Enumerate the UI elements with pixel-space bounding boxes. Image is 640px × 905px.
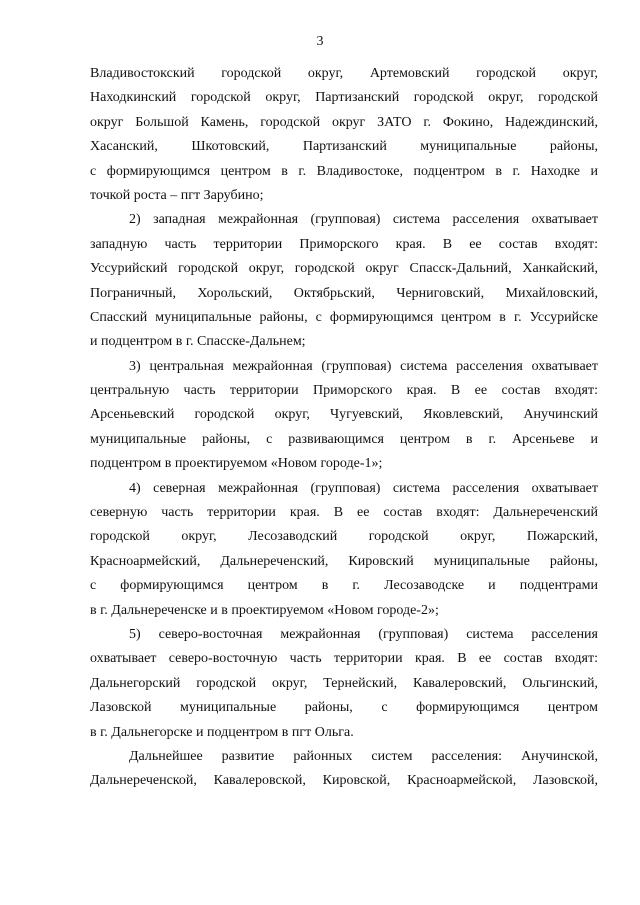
text-line: Уссурийский городской округ, городской округ Спасск-Дальний, Ханкайский,	[90, 261, 598, 277]
text-line: Находкинский городской округ, Партизанский городской округ, городской	[90, 90, 598, 106]
text-line: подцентром в проектируемом «Новом городе-1»;	[90, 456, 383, 472]
paragraph-2	[90, 208, 598, 354]
text-line: северную часть территории края. В ее состав входят: Дальнереченский	[90, 505, 598, 521]
text-line: 4) северная межрайонная (групповая) система расселения охватывает	[129, 480, 598, 496]
text-line: муниципальные районы, с развивающимся центром в г. Арсеньеве и	[90, 431, 598, 447]
text-line: округ Большой Камень, городской округ ЗАТО г. Фокино, Надеждинский,	[90, 114, 598, 130]
text-line: городской округ, Лесозаводский городской округ, Пожарский,	[90, 529, 598, 545]
text-line: Хасанский, Шкотовский, Партизанский муниципальные районы,	[90, 139, 598, 155]
text-line: Арсеньевский городской округ, Чугуевский, Яковлевский, Анучинский	[90, 407, 598, 423]
text-line: Красноармейский, Дальнереченский, Кировский муниципальные районы,	[90, 553, 598, 569]
paragraph-1	[90, 62, 598, 208]
text-line: Владивостокский городской округ, Артемовский городской округ,	[90, 66, 598, 81]
text-line: 5) северо-восточная межрайонная (групповая) система расселения	[129, 626, 598, 642]
text-line: Дальнегорский городской округ, Тернейский, Кавалеровский, Ольгинский,	[90, 675, 598, 691]
text-line: центральную часть территории Приморского края. В ее состав входят:	[90, 383, 598, 399]
paragraph-4	[90, 477, 598, 623]
text-line: с формирующимся центром в г. Лесозаводске и подцентрами	[90, 578, 598, 594]
paragraph-3	[90, 355, 598, 477]
text-line: охватывает северо-восточную часть территории края. В ее состав входят:	[90, 651, 598, 667]
text-line: западную часть территории Приморского края. В ее состав входят:	[90, 236, 598, 252]
text-line: с формирующимся центром в г. Владивостоке, подцентром в г. Находке и	[90, 163, 598, 179]
page-number: 3	[316, 34, 324, 49]
text-line: 3) центральная межрайонная (групповая) система расселения охватывает	[129, 358, 598, 374]
text-line: Дальнереченской, Кавалеровской, Кировской, Красноармейской, Лазовской,	[90, 773, 598, 789]
text-line: Спасский муниципальные районы, с формирующимся центром в г. Уссурийске	[90, 309, 598, 325]
text-line: и подцентром в г. Спасске-Дальнем;	[90, 334, 306, 350]
text-line: Лазовской муниципальные районы, с формирующимся центром	[90, 700, 598, 716]
text-line: Пограничный, Хорольский, Октябрьский, Черниговский, Михайловский,	[90, 285, 598, 301]
text-line: точкой роста – пгт Зарубино;	[90, 187, 264, 203]
text-line: 2) западная межрайонная (групповая) система расселения охватывает	[129, 212, 598, 228]
text-line: в г. Дальнегорске и подцентром в пгт Ольга.	[90, 724, 354, 740]
text-line: Дальнейшее развитие районных систем расселения: Анучинской,	[129, 748, 598, 764]
paragraph-5	[90, 623, 598, 745]
document-body	[90, 62, 598, 794]
text-line: в г. Дальнереченске и в проектируемом «Новом городе-2»;	[90, 602, 439, 618]
paragraph-6	[90, 745, 598, 794]
